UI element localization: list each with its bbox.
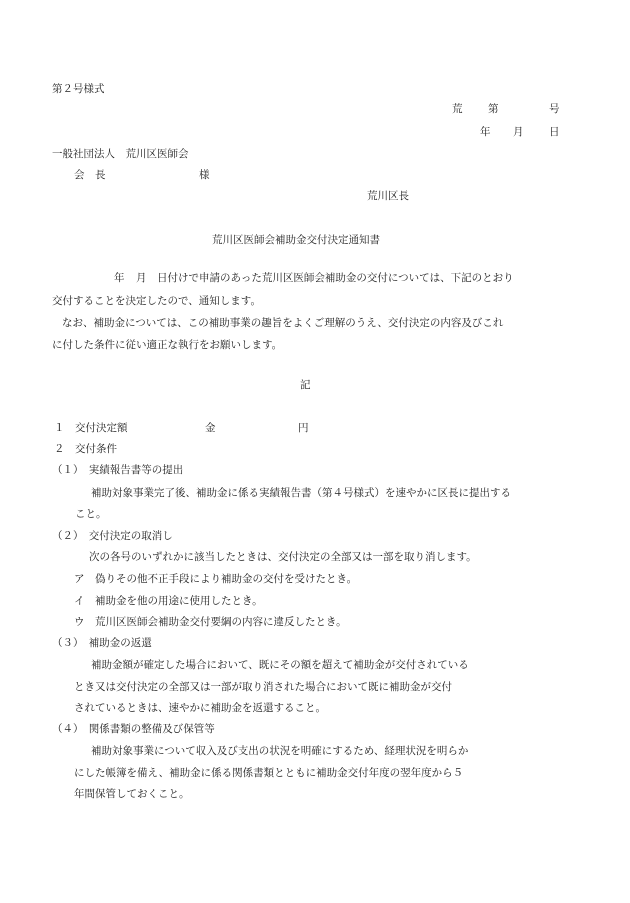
condition-4-line3: 年間保管しておくこと。 — [74, 788, 190, 800]
reference-dai: 第 — [488, 103, 499, 115]
condition-1-line2: こと。 — [75, 508, 107, 520]
date-day: 日 — [549, 126, 560, 138]
body-year: 年 — [114, 272, 125, 284]
body-p2-line1: なお、補助金については、この補助事業の趣旨をよくご理解のうえ、交付決定の内容及びこれ — [62, 317, 504, 329]
condition-2-heading: （２） 交付決定の取消し — [52, 530, 173, 542]
condition-3-line1: 補助金額が確定した場合において、既にその額を超えて補助金が交付されている — [91, 659, 469, 671]
recipient-honorific: 様 — [199, 169, 210, 181]
condition-2-item-u: ウ 荒川区医師会補助金交付要綱の内容に違反したとき。 — [74, 616, 347, 628]
item1-label: 交付決定額 — [75, 422, 128, 434]
condition-3-heading: （３） 補助金の返還 — [52, 637, 152, 649]
item1-en: 円 — [298, 422, 309, 434]
date-month: 月 — [513, 126, 524, 138]
body-month: 月 — [136, 272, 147, 284]
condition-1-heading: （１） 実績報告書等の提出 — [52, 464, 184, 476]
body-line2: 交付することを決定したので、通知します。 — [52, 295, 261, 307]
condition-3-line3: されているときは、速やかに補助金を返還すること。 — [74, 702, 326, 714]
body-p2-line2: に付した条件に従い適正な執行をお願いします。 — [52, 339, 283, 351]
condition-4-heading: （４） 関係書類の整備及び保管等 — [52, 723, 215, 735]
recipient-title: 会 長 — [74, 169, 106, 181]
condition-1-line1: 補助対象事業完了後、補助金に係る実績報告書（第４号様式）を速やかに区長に提出する — [91, 487, 511, 499]
item1-number: １ — [54, 422, 65, 434]
document-title: 荒川区医師会補助金交付決定通知書 — [212, 234, 380, 246]
item2-label: 交付条件 — [75, 443, 117, 455]
condition-2-item-i: イ 補助金を他の用途に使用したとき。 — [74, 595, 263, 607]
date-year: 年 — [480, 126, 491, 138]
ki-heading: 記 — [300, 379, 311, 391]
reference-prefix: 荒 — [452, 103, 463, 115]
sender: 荒川区長 — [367, 190, 409, 202]
condition-2-line1: 次の各号のいずれかに該当したときは、交付決定の全部又は一部を取り消します。 — [89, 551, 477, 563]
condition-2-item-a: ア 偽りその他不正手段により補助金の交付を受けたとき。 — [74, 573, 358, 585]
body-line1-rest: 日付けで申請のあった荒川区医師会補助金の交付については、下記のとおり — [157, 272, 514, 284]
condition-4-line2: にした帳簿を備え、補助金に係る関係書類とともに補助金交付年度の翌年度から５ — [74, 767, 464, 779]
condition-3-line2: とき又は交付決定の全部又は一部が取り消された場合において既に補助金が交付 — [74, 681, 452, 693]
item1-kin: 金 — [205, 422, 216, 434]
item2-number: ２ — [54, 443, 65, 455]
form-number: 第２号様式 — [52, 83, 105, 95]
condition-4-line1: 補助対象事業について収入及び支出の状況を明確にするため、経理状況を明らか — [91, 745, 469, 757]
reference-go: 号 — [549, 103, 560, 115]
recipient-organization: 一般社団法人 荒川区医師会 — [52, 148, 189, 160]
